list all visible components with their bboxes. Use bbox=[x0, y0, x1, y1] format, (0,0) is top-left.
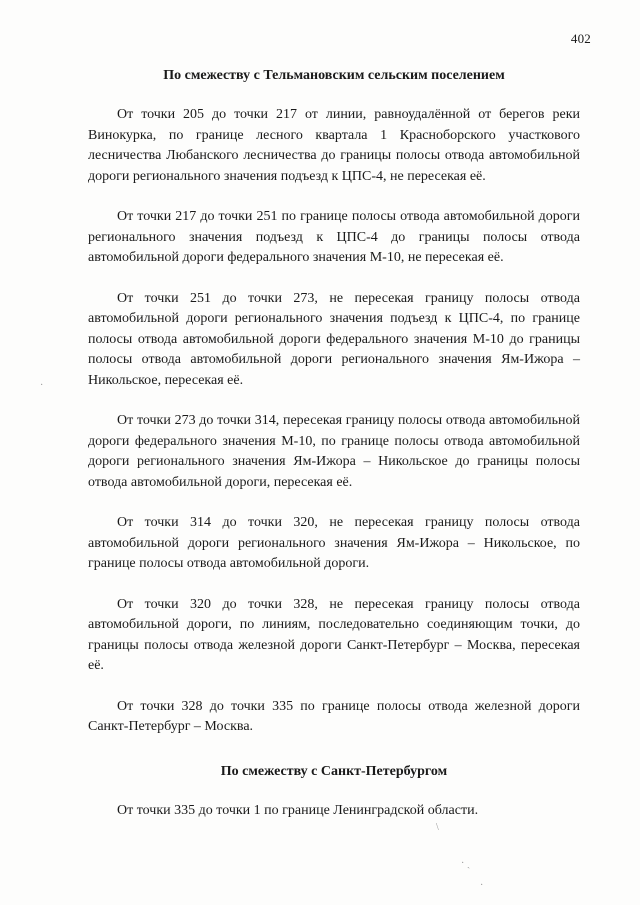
section-heading-telmanovskoe: По смежеству с Тельмановским сельским поселением bbox=[163, 68, 505, 83]
paragraph-314-320: От точки 314 до точки 320, не пересекая границу полосы отвода автомобильной дороги регионального значения Ям-Ижора – Никольское, по границе полосы отвода автомобильной дороги. bbox=[88, 515, 580, 571]
paragraph-335-1: От точки 335 до точки 1 по границе Ленинградской области. bbox=[117, 802, 479, 818]
scan-speck: · bbox=[40, 380, 44, 391]
scan-speck: · bbox=[480, 880, 484, 891]
scan-speck: \ bbox=[436, 822, 439, 833]
paragraph-273-314: От точки 273 до точки 314, пересекая границу полосы отвода автомобильной дороги федерального значения М-10, по границе полосы отвода автомобильной дороги регионального значения Ям-Ижора – Никольское до границы полосы отвода автомобильной дороги, пересекая её. bbox=[88, 413, 580, 490]
section-heading-saint-petersburg: По смежеству с Санкт-Петербургом bbox=[220, 763, 448, 779]
paragraph-205-217: От точки 205 до точки 217 от линии, равноудалённой от берегов реки Винокурка, по границе лесного квартала 1 Красноборского участкового лесничества Любанского лесничества до границы полосы отвода автомобильной дороги регионального значения подъезд к ЦПС-4, не пересекая её. bbox=[88, 107, 580, 184]
document-body bbox=[88, 66, 580, 821]
paragraph-251-273: От точки 251 до точки 273, не пересекая границу полосы отвода автомобильной дороги регионального значения подъезд к ЦПС-4, по границе полосы отвода автомобильной дороги федерального значения М-10 до границы полосы отвода автомобильной дороги регионального значения Ям-Ижора – Никольское, пересекая её. bbox=[88, 290, 580, 388]
paragraph-217-251: От точки 217 до точки 251 по границе полосы отвода автомобильной дороги регионального значения подъезд к ЦПС-4 до границы полосы отвода автомобильной дороги федерального значения М-10, не пересекая её. bbox=[88, 209, 580, 265]
paragraph-320-328: От точки 320 до точки 328, не пересекая границу полосы отвода автомобильной дороги, по линиям, последовательно соединяющим точки, до границы полосы отвода железной дороги Санкт-Петербург – Москва, пересекая её. bbox=[88, 596, 580, 673]
page-number: 402 bbox=[570, 31, 591, 46]
paragraph-328-335: От точки 328 до точки 335 по границе полосы отвода железной дороги Санкт-Петербург – Москва. bbox=[88, 698, 580, 734]
scan-speck: · ˎ bbox=[461, 858, 471, 869]
